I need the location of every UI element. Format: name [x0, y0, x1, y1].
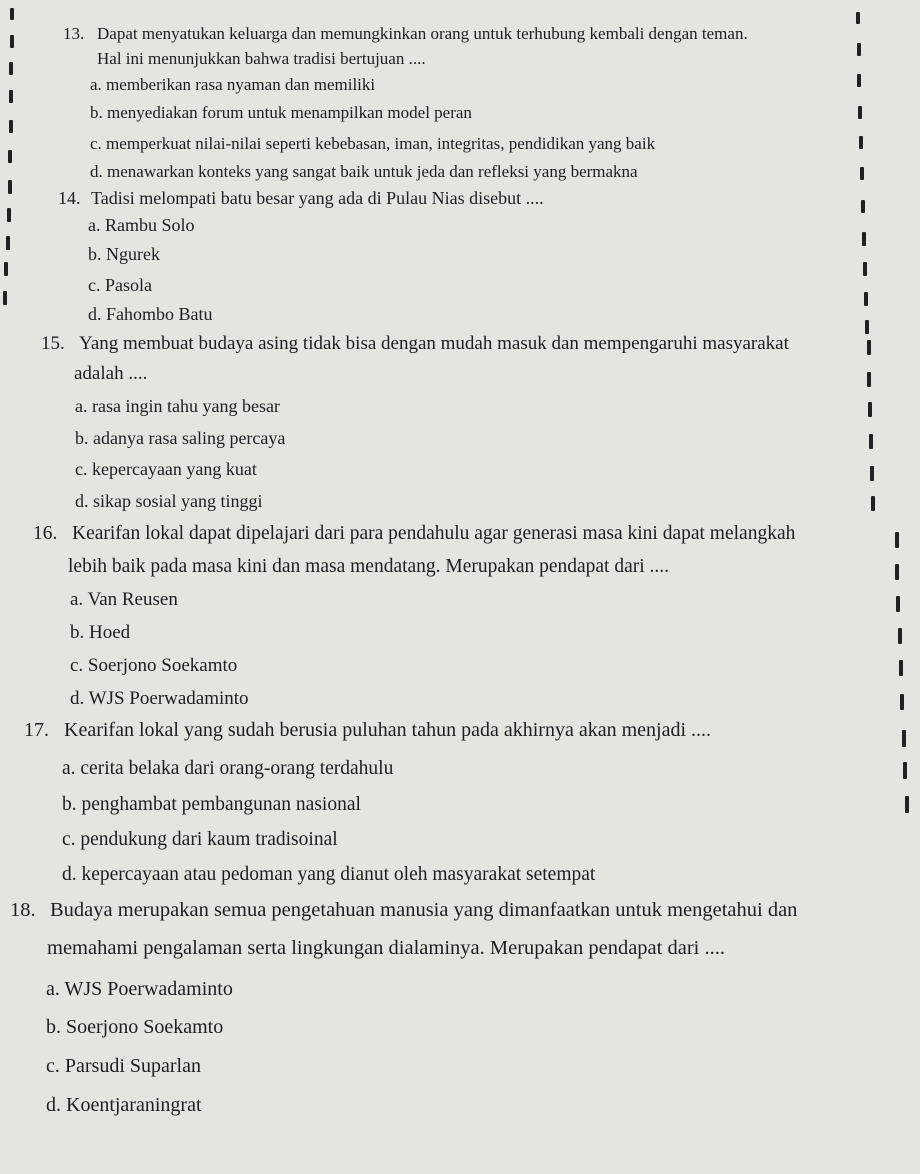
answer-option-b: b. Ngurek [88, 244, 160, 264]
question-number: 13. [63, 24, 85, 43]
question-text-line: adalah .... [74, 363, 148, 384]
answer-option-a: a. rasa ingin tahu yang besar [75, 396, 280, 416]
question-text-line: Kearifan lokal yang sudah berusia puluhan tahun pada akhirnya akan menjadi .... [64, 719, 712, 741]
answer-option-c: c. Parsudi Suparlan [46, 1055, 201, 1077]
answer-option-d: d. sikap sosial yang tinggi [75, 491, 263, 511]
margin-mark [896, 596, 900, 612]
answer-option-b: b. adanya rasa saling percaya [75, 428, 286, 448]
answer-option-a: a. Rambu Solo [88, 215, 195, 235]
answer-option-d: d. kepercayaan atau pedoman yang dianut oleh masyarakat setempat [62, 864, 596, 885]
margin-mark [862, 232, 866, 246]
answer-option-a: a. memberikan rasa nyaman dan memiliki [90, 75, 376, 94]
margin-mark [857, 74, 861, 87]
margin-mark [3, 291, 7, 305]
margin-mark [869, 434, 873, 449]
answer-option-a: a. Van Reusen [70, 589, 178, 610]
answer-option-c: c. Pasola [88, 275, 152, 295]
answer-option-a: a. WJS Poerwadaminto [46, 978, 233, 1000]
margin-mark [902, 730, 906, 747]
margin-mark [899, 660, 903, 676]
margin-mark [867, 372, 871, 387]
answer-option-d: d. menawarkan konteks yang sangat baik untuk jeda dan refleksi yang bermakna [90, 162, 638, 181]
question-number: 17. [24, 719, 49, 741]
margin-mark [10, 8, 14, 20]
margin-mark [856, 12, 860, 24]
margin-mark [900, 694, 904, 710]
question-number: 18. [10, 899, 36, 921]
answer-option-d: d. WJS Poerwadaminto [70, 688, 249, 709]
margin-mark [903, 762, 907, 779]
answer-option-b: b. penghambat pembangunan nasional [62, 794, 361, 815]
question-text-line: Yang membuat budaya asing tidak bisa dengan mudah masuk dan mempengaruhi masyarakat [79, 333, 789, 354]
margin-mark [895, 564, 899, 580]
margin-mark [861, 200, 865, 213]
margin-mark [864, 292, 868, 306]
margin-mark [870, 466, 874, 481]
question-text-line: Hal ini menunjukkan bahwa tradisi bertujuan .... [97, 49, 426, 68]
margin-mark [857, 43, 861, 56]
margin-mark [895, 532, 899, 548]
answer-option-c: c. Soerjono Soekamto [70, 655, 238, 676]
question-text-line: Kearifan lokal dapat dipelajari dari para pendahulu agar generasi masa kini dapat melangkah [72, 523, 796, 544]
margin-mark [860, 167, 864, 180]
question-number: 16. [33, 523, 58, 544]
margin-mark [858, 106, 862, 119]
answer-option-b: b. menyediakan forum untuk menampilkan model peran [90, 103, 472, 122]
margin-mark [898, 628, 902, 644]
margin-mark [9, 62, 13, 75]
margin-mark [859, 136, 863, 149]
margin-mark [9, 90, 13, 103]
margin-mark [905, 796, 909, 813]
margin-mark [4, 262, 8, 276]
margin-mark [863, 262, 867, 276]
question-text-line: lebih baik pada masa kini dan masa mendatang. Merupakan pendapat dari .... [68, 556, 670, 577]
margin-mark [865, 320, 869, 334]
margin-mark [7, 208, 11, 222]
margin-mark [6, 236, 10, 250]
question-text-line: Budaya merupakan semua pengetahuan manusia yang dimanfaatkan untuk mengetahui dan [50, 899, 798, 921]
question-number: 15. [41, 333, 65, 354]
margin-mark [8, 180, 12, 194]
margin-mark [8, 150, 12, 163]
answer-option-b: b. Hoed [70, 622, 131, 643]
answer-option-c: c. memperkuat nilai-nilai seperti kebebasan, iman, integritas, pendidikan yang baik [90, 134, 656, 153]
answer-option-b: b. Soerjono Soekamto [46, 1016, 224, 1038]
question-text-line: Dapat menyatukan keluarga dan memungkinkan orang untuk terhubung kembali dengan teman. [97, 24, 748, 43]
margin-mark [868, 402, 872, 417]
answer-option-d: d. Koentjaraningrat [46, 1094, 202, 1116]
answer-option-d: d. Fahombo Batu [88, 304, 213, 324]
margin-mark [9, 120, 13, 133]
margin-mark [867, 340, 871, 355]
question-text-line: memahami pengalaman serta lingkungan dialaminya. Merupakan pendapat dari .... [47, 937, 725, 959]
question-text-line: Tadisi melompati batu besar yang ada di Pulau Nias disebut .... [91, 188, 544, 208]
answer-option-c: c. kepercayaan yang kuat [75, 459, 257, 479]
answer-option-c: c. pendukung dari kaum tradisoinal [62, 829, 338, 850]
answer-option-a: a. cerita belaka dari orang-orang terdahulu [62, 758, 394, 779]
margin-mark [10, 35, 14, 48]
margin-mark [871, 496, 875, 511]
question-number: 14. [58, 188, 81, 208]
